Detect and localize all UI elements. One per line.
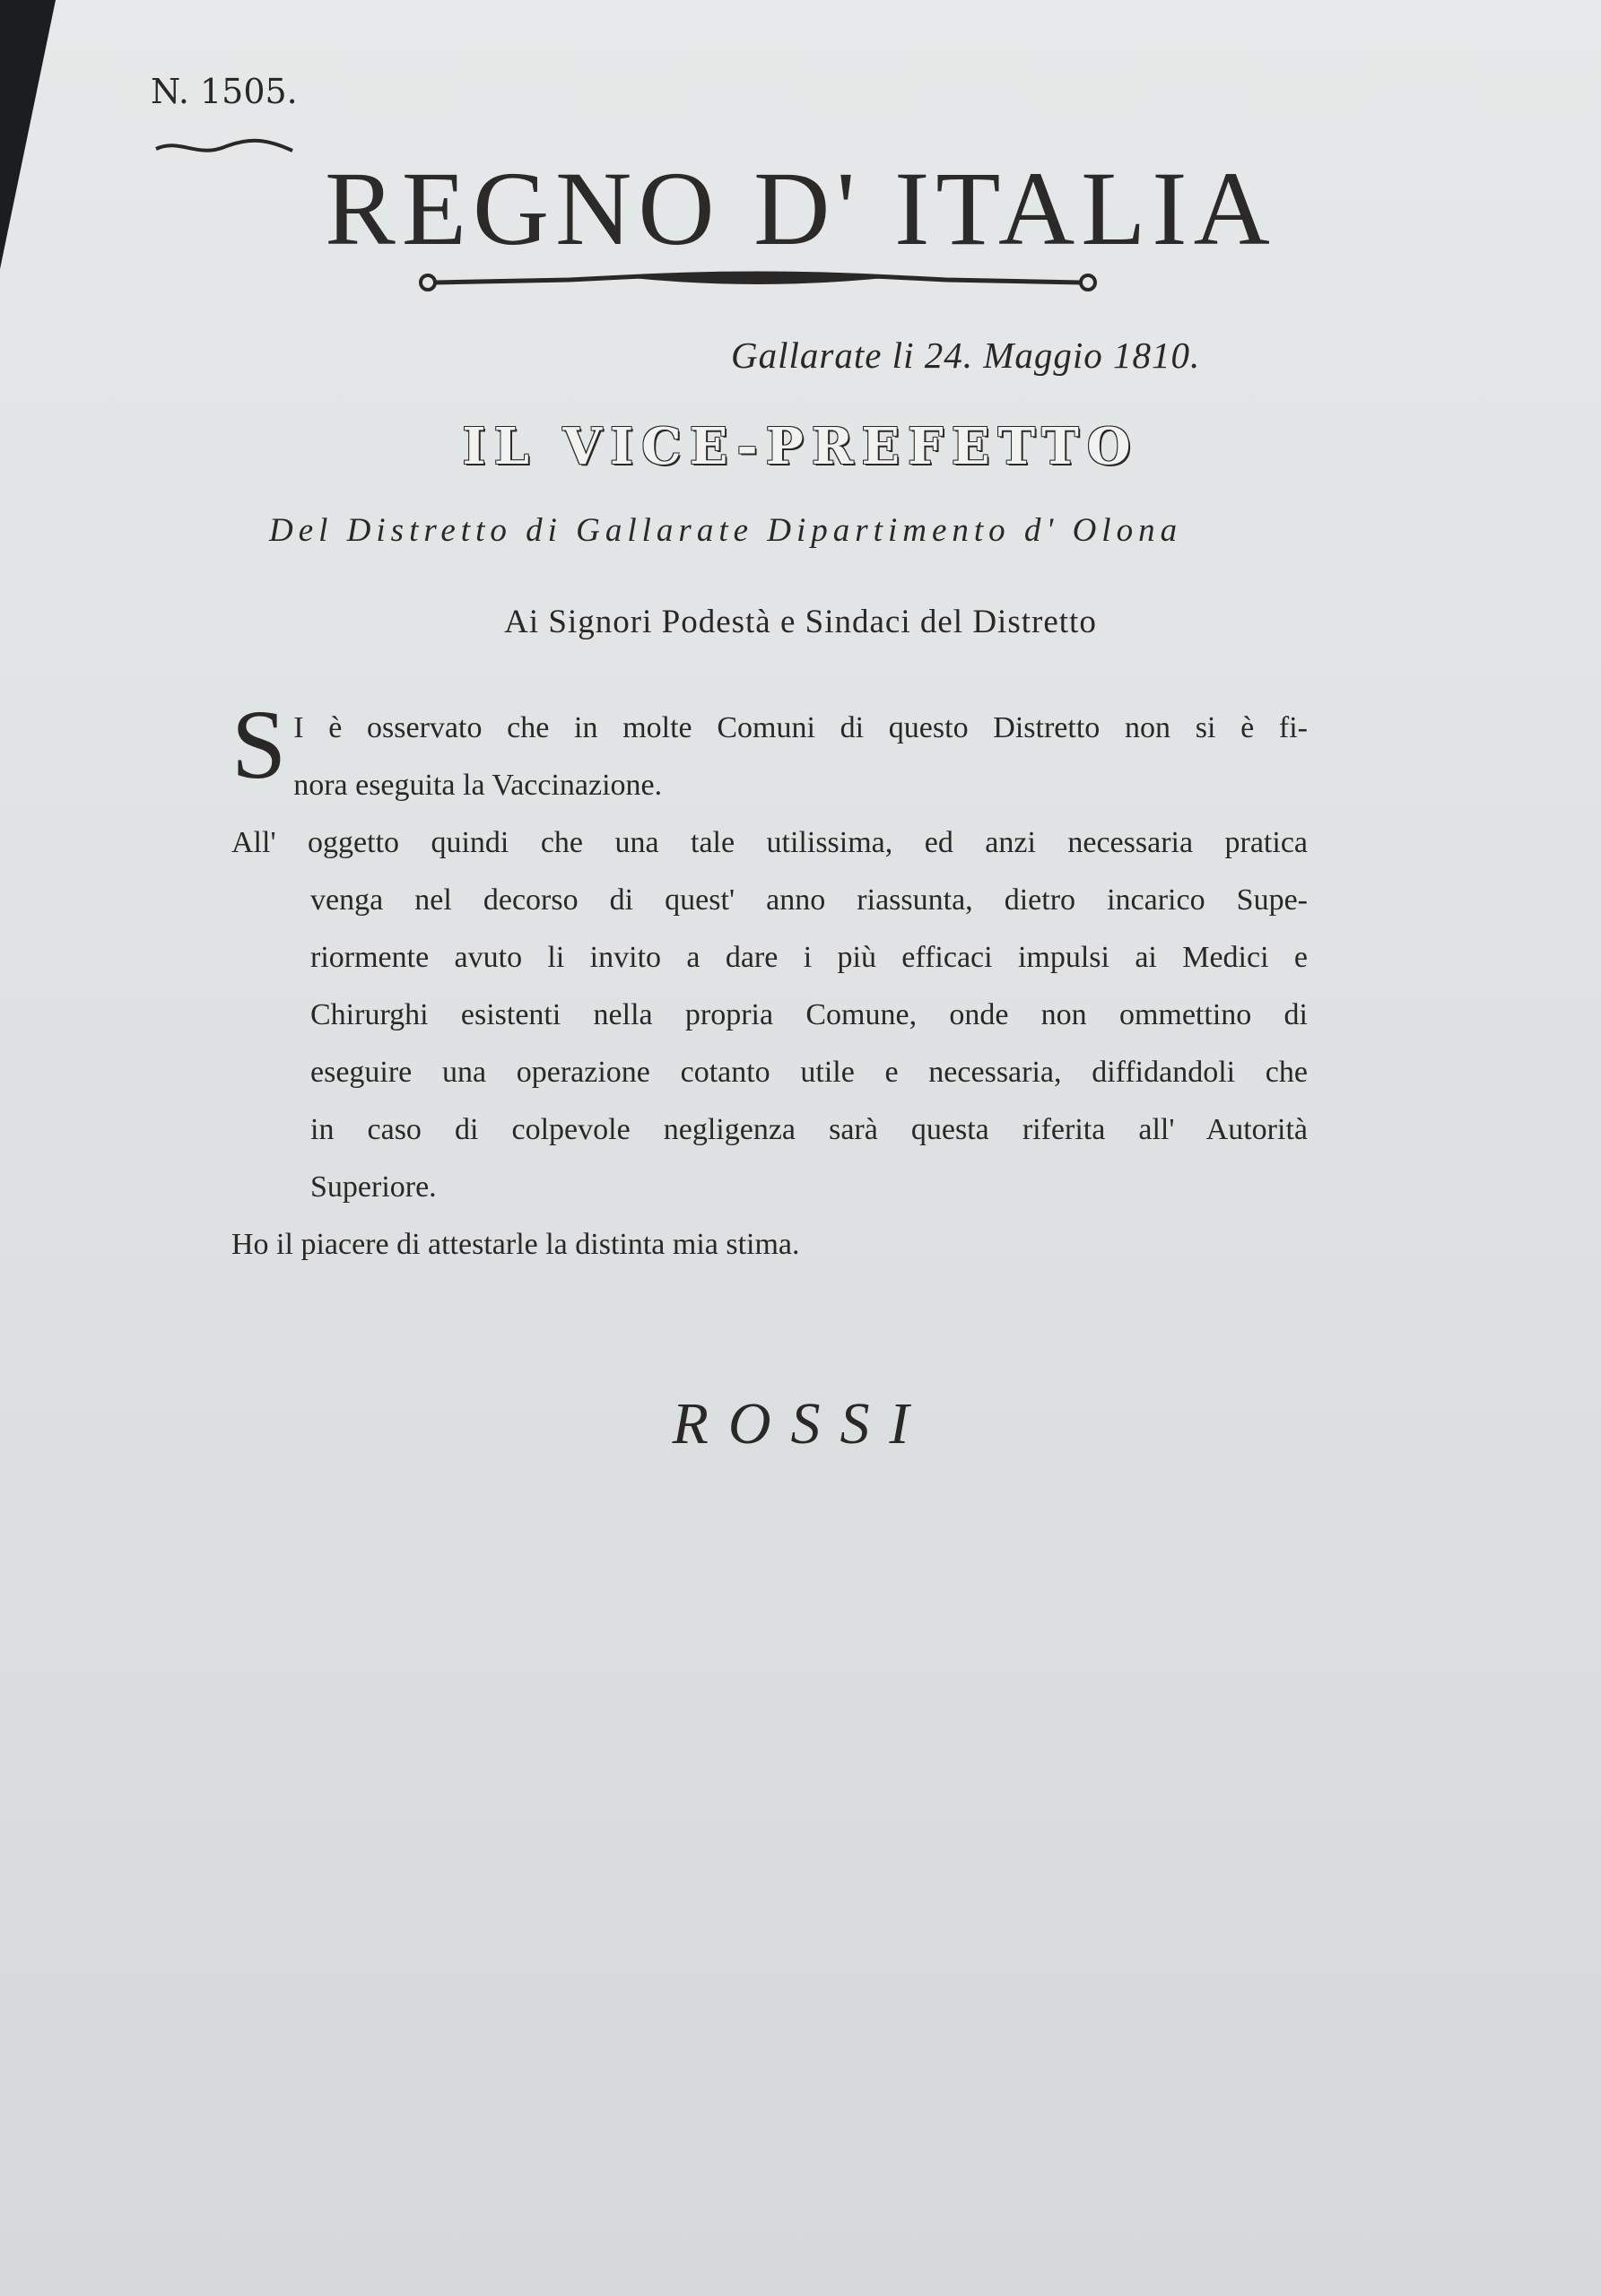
paragraph-1-line: I è osservato che in molte Comuni di questo Distretto non si è fi- <box>293 711 1308 744</box>
paragraph-2-line: riormente avuto li invito a dare i più efficaci impulsi ai Medici e <box>310 941 1308 974</box>
closing-line: Ho il piacere di attestarle la distinta mia stima. <box>231 1228 800 1261</box>
paragraph-2-line: eseguire una operazione cotanto utile e necessaria, diffidandoli che <box>310 1056 1308 1089</box>
addressee-line: Ai Signori Podestà e Sindaci del Distretto <box>504 604 1097 640</box>
official-title: IL VICE-PREFETTO <box>462 417 1139 476</box>
paragraph-2-line: venga nel decorso di quest' anno riassunta, dietro incarico Supe- <box>310 883 1308 917</box>
paragraph-1 <box>231 690 1308 814</box>
paragraph-2-line: in caso di colpevole negligenza sarà questa riferita all' Autorità <box>310 1113 1308 1146</box>
paragraph-3 <box>231 1216 1308 1274</box>
paragraph-2-line: Chirurghi esistenti nella propria Comune, onde non ommettino di <box>310 998 1308 1031</box>
district-line: Del Distretto di Gallarate Dipartimento d' Olona <box>269 512 1183 549</box>
paragraph-1-line: nora eseguita la Vaccinazione. <box>293 769 663 802</box>
drop-cap: S <box>231 690 287 799</box>
kingdom-title: REGNO D' ITALIA <box>325 150 1276 267</box>
date-line: Gallarate li 24. Maggio 1810. <box>731 335 1201 376</box>
paragraph-2-line: All' oggetto quindi che una tale utilissima, ed anzi necessaria pratica <box>231 826 1308 859</box>
signature: ROSSI <box>672 1391 929 1457</box>
paragraph-2-line: Superiore. <box>310 1170 437 1204</box>
body-text <box>231 690 1308 1274</box>
document-number: N. 1505. <box>151 72 298 111</box>
paragraph-2 <box>231 814 1308 1216</box>
title-rule-ornament <box>417 265 1099 300</box>
